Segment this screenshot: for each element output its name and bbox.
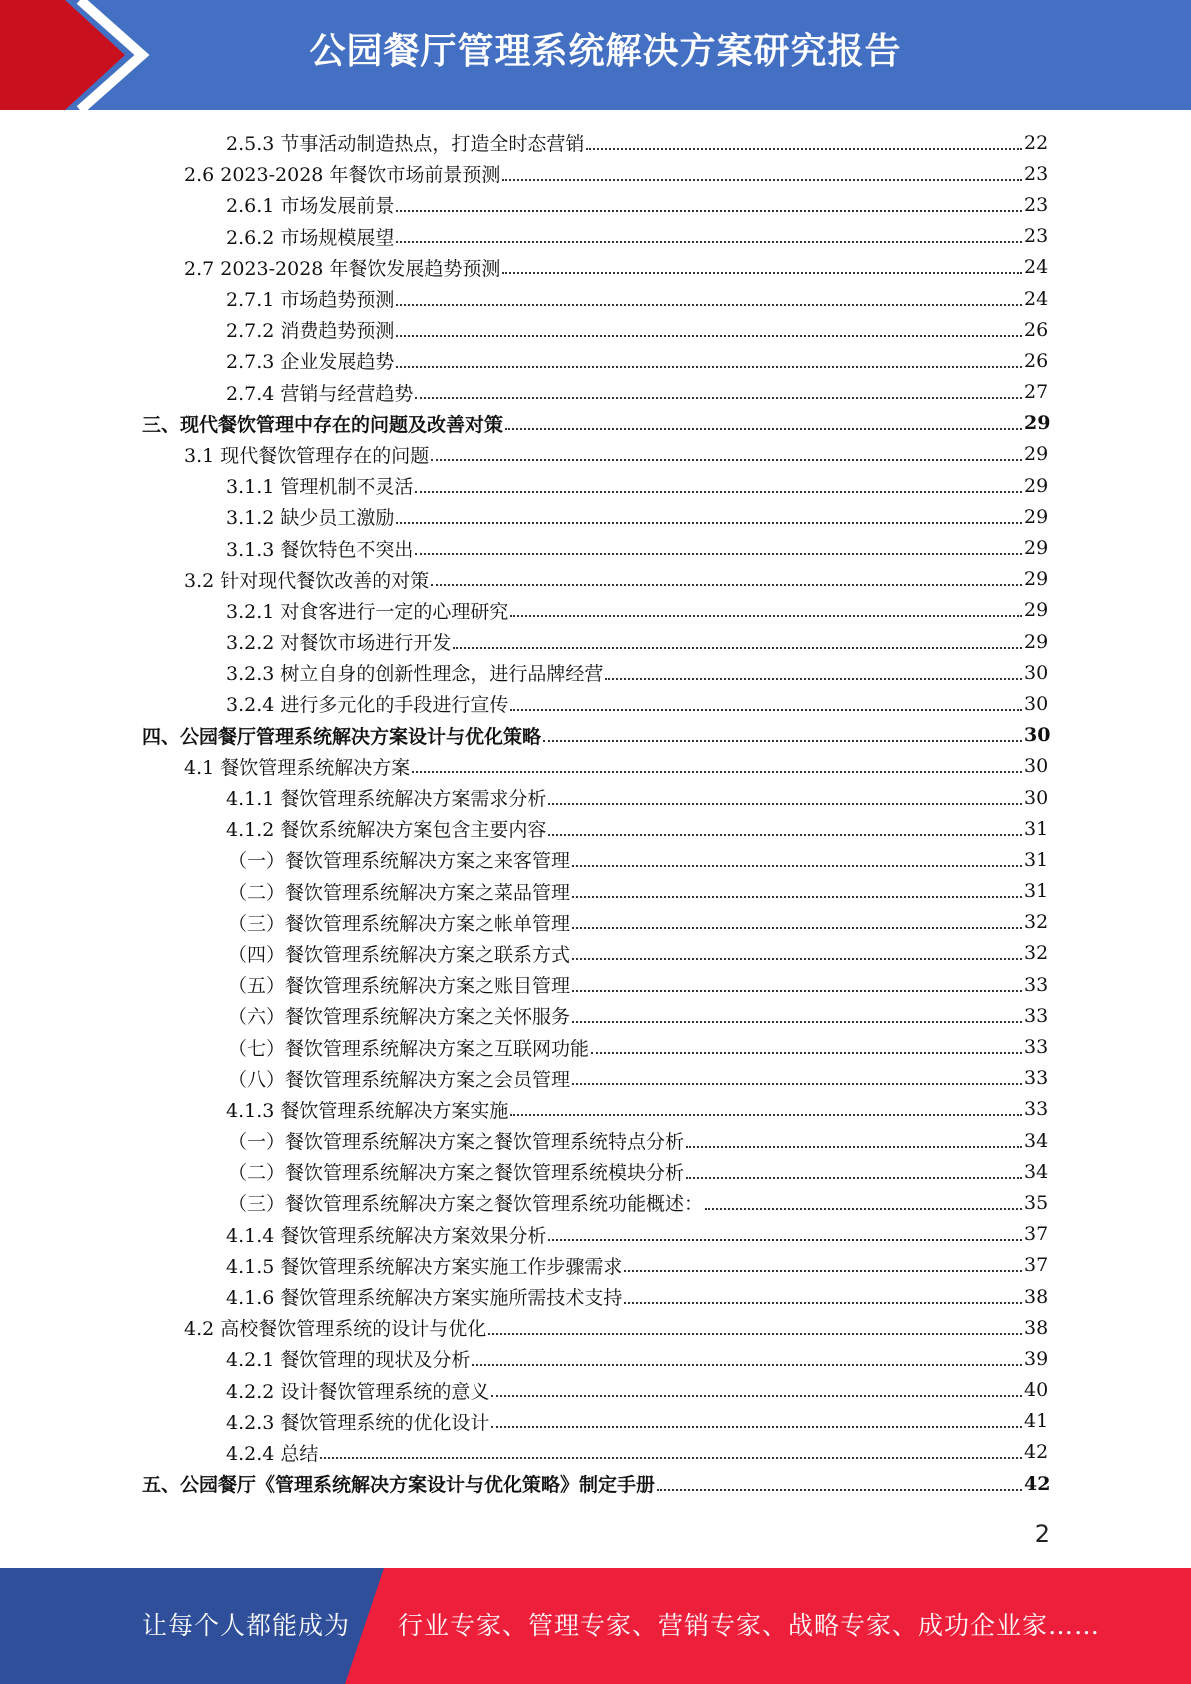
toc-dot-leader: [657, 1489, 1022, 1491]
toc-entry[interactable]: [226, 595, 1048, 626]
toc-entry[interactable]: [228, 1187, 1048, 1218]
toc-entry[interactable]: [184, 1312, 1048, 1343]
table-of-contents: [0, 127, 1191, 1499]
toc-entry-page: 29: [1024, 474, 1049, 497]
toc-dot-leader: [510, 615, 1022, 617]
toc-dot-leader: [624, 1302, 1022, 1304]
toc-dot-leader: [502, 179, 1022, 181]
toc-entry-label: 4.2 高校餐饮管理系统的设计与优化: [184, 1318, 487, 1341]
toc-entry-page: 31: [1024, 817, 1049, 840]
toc-entry[interactable]: [226, 813, 1048, 844]
toc-entry-page: 29: [1024, 443, 1049, 466]
toc-entry-page: 26: [1024, 318, 1049, 341]
toc-dot-leader: [415, 553, 1022, 555]
toc-entry[interactable]: [184, 158, 1048, 189]
toc-entry[interactable]: [142, 408, 1051, 439]
toc-dot-leader: [396, 522, 1022, 524]
toc-entry-label: 4.1.4 餐饮管理系统解决方案效果分析: [226, 1224, 547, 1247]
footer-slogan-left: 让每个人都能成为: [142, 1611, 351, 1640]
toc-entry[interactable]: [226, 501, 1048, 532]
toc-entry-label: 4.2.1 餐饮管理的现状及分析: [226, 1349, 471, 1372]
toc-entry-page: 33: [1024, 1098, 1049, 1121]
toc-entry-page: 33: [1024, 1004, 1049, 1027]
toc-entry-page: 26: [1024, 349, 1049, 372]
report-title: 公园餐厅管理系统解决方案研究报告: [309, 31, 902, 72]
toc-entry-label: 2.6.2 市场规模展望: [226, 226, 395, 249]
toc-dot-leader: [586, 148, 1022, 150]
toc-dot-leader: [572, 990, 1022, 992]
toc-entry[interactable]: [228, 969, 1048, 1000]
toc-entry-page: 29: [1024, 537, 1049, 560]
toc-entry-label: 2.6 2023-2028 年餐饮市场前景预测: [184, 164, 501, 187]
toc-entry[interactable]: [228, 1063, 1048, 1094]
toc-entry-label: 4.2.3 餐饮管理系统的优化设计: [226, 1411, 490, 1434]
toc-dot-leader: [491, 1395, 1022, 1397]
toc-dot-leader: [412, 771, 1022, 773]
toc-entry[interactable]: [228, 1125, 1048, 1156]
toc-entry-page: 33: [1024, 1067, 1049, 1090]
toc-dot-leader: [396, 210, 1022, 212]
toc-entry-label: （五）餐饮管理系统解决方案之账目管理: [228, 975, 571, 998]
toc-entry-label: 3.2.2 对餐饮市场进行开发: [226, 632, 452, 655]
toc-entry[interactable]: [142, 1468, 1051, 1499]
toc-dot-leader: [686, 1177, 1022, 1179]
toc-dot-leader: [572, 958, 1022, 960]
toc-entry-page: 33: [1024, 1036, 1049, 1059]
toc-dot-leader: [502, 272, 1022, 274]
toc-entry-page: 29: [1024, 505, 1049, 528]
toc-dot-leader: [491, 1426, 1022, 1428]
toc-entry[interactable]: [226, 1094, 1048, 1125]
toc-entry-page: 30: [1024, 661, 1049, 684]
toc-entry-page: 37: [1024, 1223, 1049, 1246]
toc-entry-label: 3.1.1 管理机制不灵活: [226, 476, 414, 499]
toc-dot-leader: [431, 584, 1022, 586]
toc-entry-page: 29: [1024, 568, 1049, 591]
toc-entry-label: 四、公园餐厅管理系统解决方案设计与优化策略: [142, 725, 542, 748]
toc-entry-page: 42: [1024, 1441, 1049, 1464]
toc-entry-page: 22: [1024, 131, 1049, 154]
toc-entry-page: 32: [1024, 911, 1049, 934]
toc-entry-label: （二）餐饮管理系统解决方案之菜品管理: [228, 881, 571, 904]
toc-entry-label: 4.1.5 餐饮管理系统解决方案实施工作步骤需求: [226, 1255, 623, 1278]
toc-entry[interactable]: [226, 1375, 1048, 1406]
toc-dot-leader: [472, 1364, 1022, 1366]
toc-dot-leader: [431, 459, 1022, 461]
toc-entry-label: （二）餐饮管理系统解决方案之餐饮管理系统模块分析: [228, 1162, 685, 1185]
toc-entry-page: 34: [1024, 1129, 1049, 1152]
toc-dot-leader: [705, 1208, 1022, 1210]
toc-dot-leader: [572, 896, 1022, 898]
toc-entry[interactable]: [228, 907, 1048, 938]
toc-entry[interactable]: [226, 221, 1048, 252]
toc-dot-leader: [396, 335, 1022, 337]
toc-entry-label: 3.2.1 对食客进行一定的心理研究: [226, 600, 509, 623]
toc-entry[interactable]: [226, 1281, 1048, 1312]
toc-dot-leader: [572, 865, 1022, 867]
toc-entry-label: （八）餐饮管理系统解决方案之会员管理: [228, 1068, 571, 1091]
toc-entry[interactable]: [226, 189, 1048, 220]
toc-entry-page: 31: [1024, 848, 1049, 871]
toc-entry-page: 30: [1024, 724, 1051, 747]
toc-entry[interactable]: [226, 532, 1048, 563]
toc-entry[interactable]: [228, 1031, 1048, 1062]
toc-entry[interactable]: [226, 1406, 1048, 1437]
toc-entry-page: 33: [1024, 973, 1049, 996]
toc-entry[interactable]: [226, 688, 1048, 719]
toc-dot-leader: [572, 1083, 1022, 1085]
toc-entry-label: 2.6.1 市场发展前景: [226, 195, 395, 218]
toc-entry[interactable]: [228, 938, 1048, 969]
toc-entry-page: 38: [1024, 1285, 1049, 1308]
toc-entry-label: 4.2.4 总结: [226, 1442, 319, 1465]
toc-entry-label: 五、公园餐厅《管理系统解决方案设计与优化策略》制定手册: [142, 1474, 656, 1497]
toc-dot-leader: [320, 1457, 1022, 1459]
toc-entry-label: 2.7.3 企业发展趋势: [226, 351, 395, 374]
toc-entry-label: （一）餐饮管理系统解决方案之餐饮管理系统特点分析: [228, 1131, 685, 1154]
toc-dot-leader: [488, 1333, 1022, 1335]
toc-dot-leader: [396, 241, 1022, 243]
toc-entry[interactable]: [226, 1219, 1048, 1250]
toc-dot-leader: [548, 803, 1022, 805]
toc-entry-page: 23: [1024, 225, 1049, 248]
toc-entry-label: 4.1.1 餐饮管理系统解决方案需求分析: [226, 788, 547, 811]
toc-entry[interactable]: [226, 314, 1048, 345]
toc-entry[interactable]: [226, 1437, 1048, 1468]
toc-dot-leader: [505, 428, 1022, 430]
toc-entry-page: 35: [1024, 1191, 1049, 1214]
toc-entry-page: 24: [1024, 256, 1049, 279]
toc-entry-label: （三）餐饮管理系统解决方案之餐饮管理系统功能概述：: [228, 1193, 704, 1216]
toc-entry-page: 38: [1024, 1316, 1049, 1339]
toc-entry[interactable]: [184, 751, 1048, 782]
toc-entry-label: 2.7 2023-2028 年餐饮发展趋势预测: [184, 257, 501, 280]
toc-entry[interactable]: [228, 1000, 1048, 1031]
toc-dot-leader: [453, 647, 1022, 649]
toc-entry[interactable]: [226, 127, 1048, 158]
toc-entry-page: 23: [1024, 193, 1049, 216]
toc-entry[interactable]: [228, 1156, 1048, 1187]
page-number: 2: [1034, 1520, 1050, 1548]
toc-entry[interactable]: [226, 1250, 1048, 1281]
toc-dot-leader: [396, 366, 1022, 368]
toc-dot-leader: [548, 1239, 1022, 1241]
toc-entry-label: 4.1 餐饮管理系统解决方案: [184, 756, 411, 779]
toc-entry-label: 2.7.2 消费趋势预测: [226, 320, 395, 343]
toc-dot-leader: [510, 709, 1022, 711]
toc-entry-label: （六）餐饮管理系统解决方案之关怀服务: [228, 1006, 571, 1029]
toc-entry-page: 31: [1024, 880, 1049, 903]
toc-entry[interactable]: [184, 252, 1048, 283]
toc-entry-page: 27: [1024, 381, 1049, 404]
toc-entry-label: 4.1.6 餐饮管理系统解决方案实施所需技术支持: [226, 1287, 623, 1310]
toc-entry-label: 2.7.1 市场趋势预测: [226, 289, 395, 312]
toc-dot-leader: [605, 678, 1022, 680]
toc-entry-label: （一）餐饮管理系统解决方案之来客管理: [228, 850, 571, 873]
toc-entry-page: 39: [1024, 1347, 1049, 1370]
toc-entry-label: 4.1.2 餐饮系统解决方案包含主要内容: [226, 819, 547, 842]
toc-entry[interactable]: [184, 439, 1048, 470]
toc-dot-leader: [591, 1052, 1022, 1054]
toc-dot-leader: [396, 304, 1022, 306]
toc-dot-leader: [548, 834, 1022, 836]
toc-entry-label: （四）餐饮管理系统解决方案之联系方式: [228, 943, 571, 966]
toc-entry-page: 41: [1024, 1410, 1049, 1433]
toc-entry-page: 42: [1024, 1472, 1051, 1495]
toc-entry[interactable]: [226, 345, 1048, 376]
toc-entry[interactable]: [228, 844, 1048, 875]
footer-slogan-right: 行业专家、管理专家、营销专家、战略专家、成功企业家……: [398, 1611, 1101, 1640]
toc-dot-leader: [415, 397, 1022, 399]
toc-entry-label: （七）餐饮管理系统解决方案之互联网功能: [228, 1037, 590, 1060]
toc-entry-label: 3.1 现代餐饮管理存在的问题: [184, 444, 430, 467]
toc-entry-page: 23: [1024, 162, 1049, 185]
page-footer: [0, 1568, 1191, 1684]
toc-dot-leader: [415, 491, 1022, 493]
toc-entry[interactable]: [226, 470, 1048, 501]
toc-entry-label: 三、现代餐饮管理中存在的问题及改善对策: [142, 413, 504, 436]
toc-entry-page: 34: [1024, 1160, 1049, 1183]
toc-entry-label: 2.5.3 节事活动制造热点，打造全时态营销: [226, 133, 585, 156]
toc-entry-page: 29: [1024, 412, 1051, 435]
page-header: [0, 0, 1191, 110]
toc-entry-label: 4.1.3 餐饮管理系统解决方案实施: [226, 1099, 509, 1122]
toc-entry-page: 30: [1024, 755, 1049, 778]
toc-entry-page: 30: [1024, 786, 1049, 809]
toc-entry[interactable]: [226, 283, 1048, 314]
toc-entry[interactable]: [226, 782, 1048, 813]
toc-dot-leader: [624, 1270, 1022, 1272]
toc-entry[interactable]: [226, 626, 1048, 657]
toc-entry[interactable]: [142, 720, 1051, 751]
toc-entry[interactable]: [184, 564, 1048, 595]
toc-dot-leader: [686, 1146, 1022, 1148]
toc-dot-leader: [510, 1114, 1022, 1116]
toc-entry-label: 3.2 针对现代餐饮改善的对策: [184, 569, 430, 592]
toc-entry-label: 3.1.3 餐饮特色不突出: [226, 538, 414, 561]
toc-entry-page: 29: [1024, 599, 1049, 622]
toc-dot-leader: [572, 1021, 1022, 1023]
toc-entry[interactable]: [228, 876, 1048, 907]
toc-entry-label: 4.2.2 设计餐饮管理系统的意义: [226, 1380, 490, 1403]
toc-entry-page: 40: [1024, 1379, 1049, 1402]
toc-entry-label: 3.2.4 进行多元化的手段进行宣传: [226, 694, 509, 717]
toc-entry-page: 24: [1024, 287, 1049, 310]
toc-dot-leader: [543, 740, 1022, 742]
toc-entry-label: （三）餐饮管理系统解决方案之帐单管理: [228, 912, 571, 935]
toc-entry-page: 30: [1024, 692, 1049, 715]
toc-entry[interactable]: [226, 657, 1048, 688]
toc-entry-label: 2.7.4 营销与经营趋势: [226, 382, 414, 405]
toc-entry-page: 29: [1024, 630, 1049, 653]
toc-entry[interactable]: [226, 377, 1048, 408]
toc-entry-label: 3.1.2 缺少员工激励: [226, 507, 395, 530]
toc-entry[interactable]: [226, 1343, 1048, 1374]
toc-entry-page: 37: [1024, 1254, 1049, 1277]
toc-entry-label: 3.2.3 树立自身的创新性理念，进行品牌经营: [226, 663, 604, 686]
toc-dot-leader: [572, 927, 1022, 929]
toc-entry-page: 32: [1024, 942, 1049, 965]
